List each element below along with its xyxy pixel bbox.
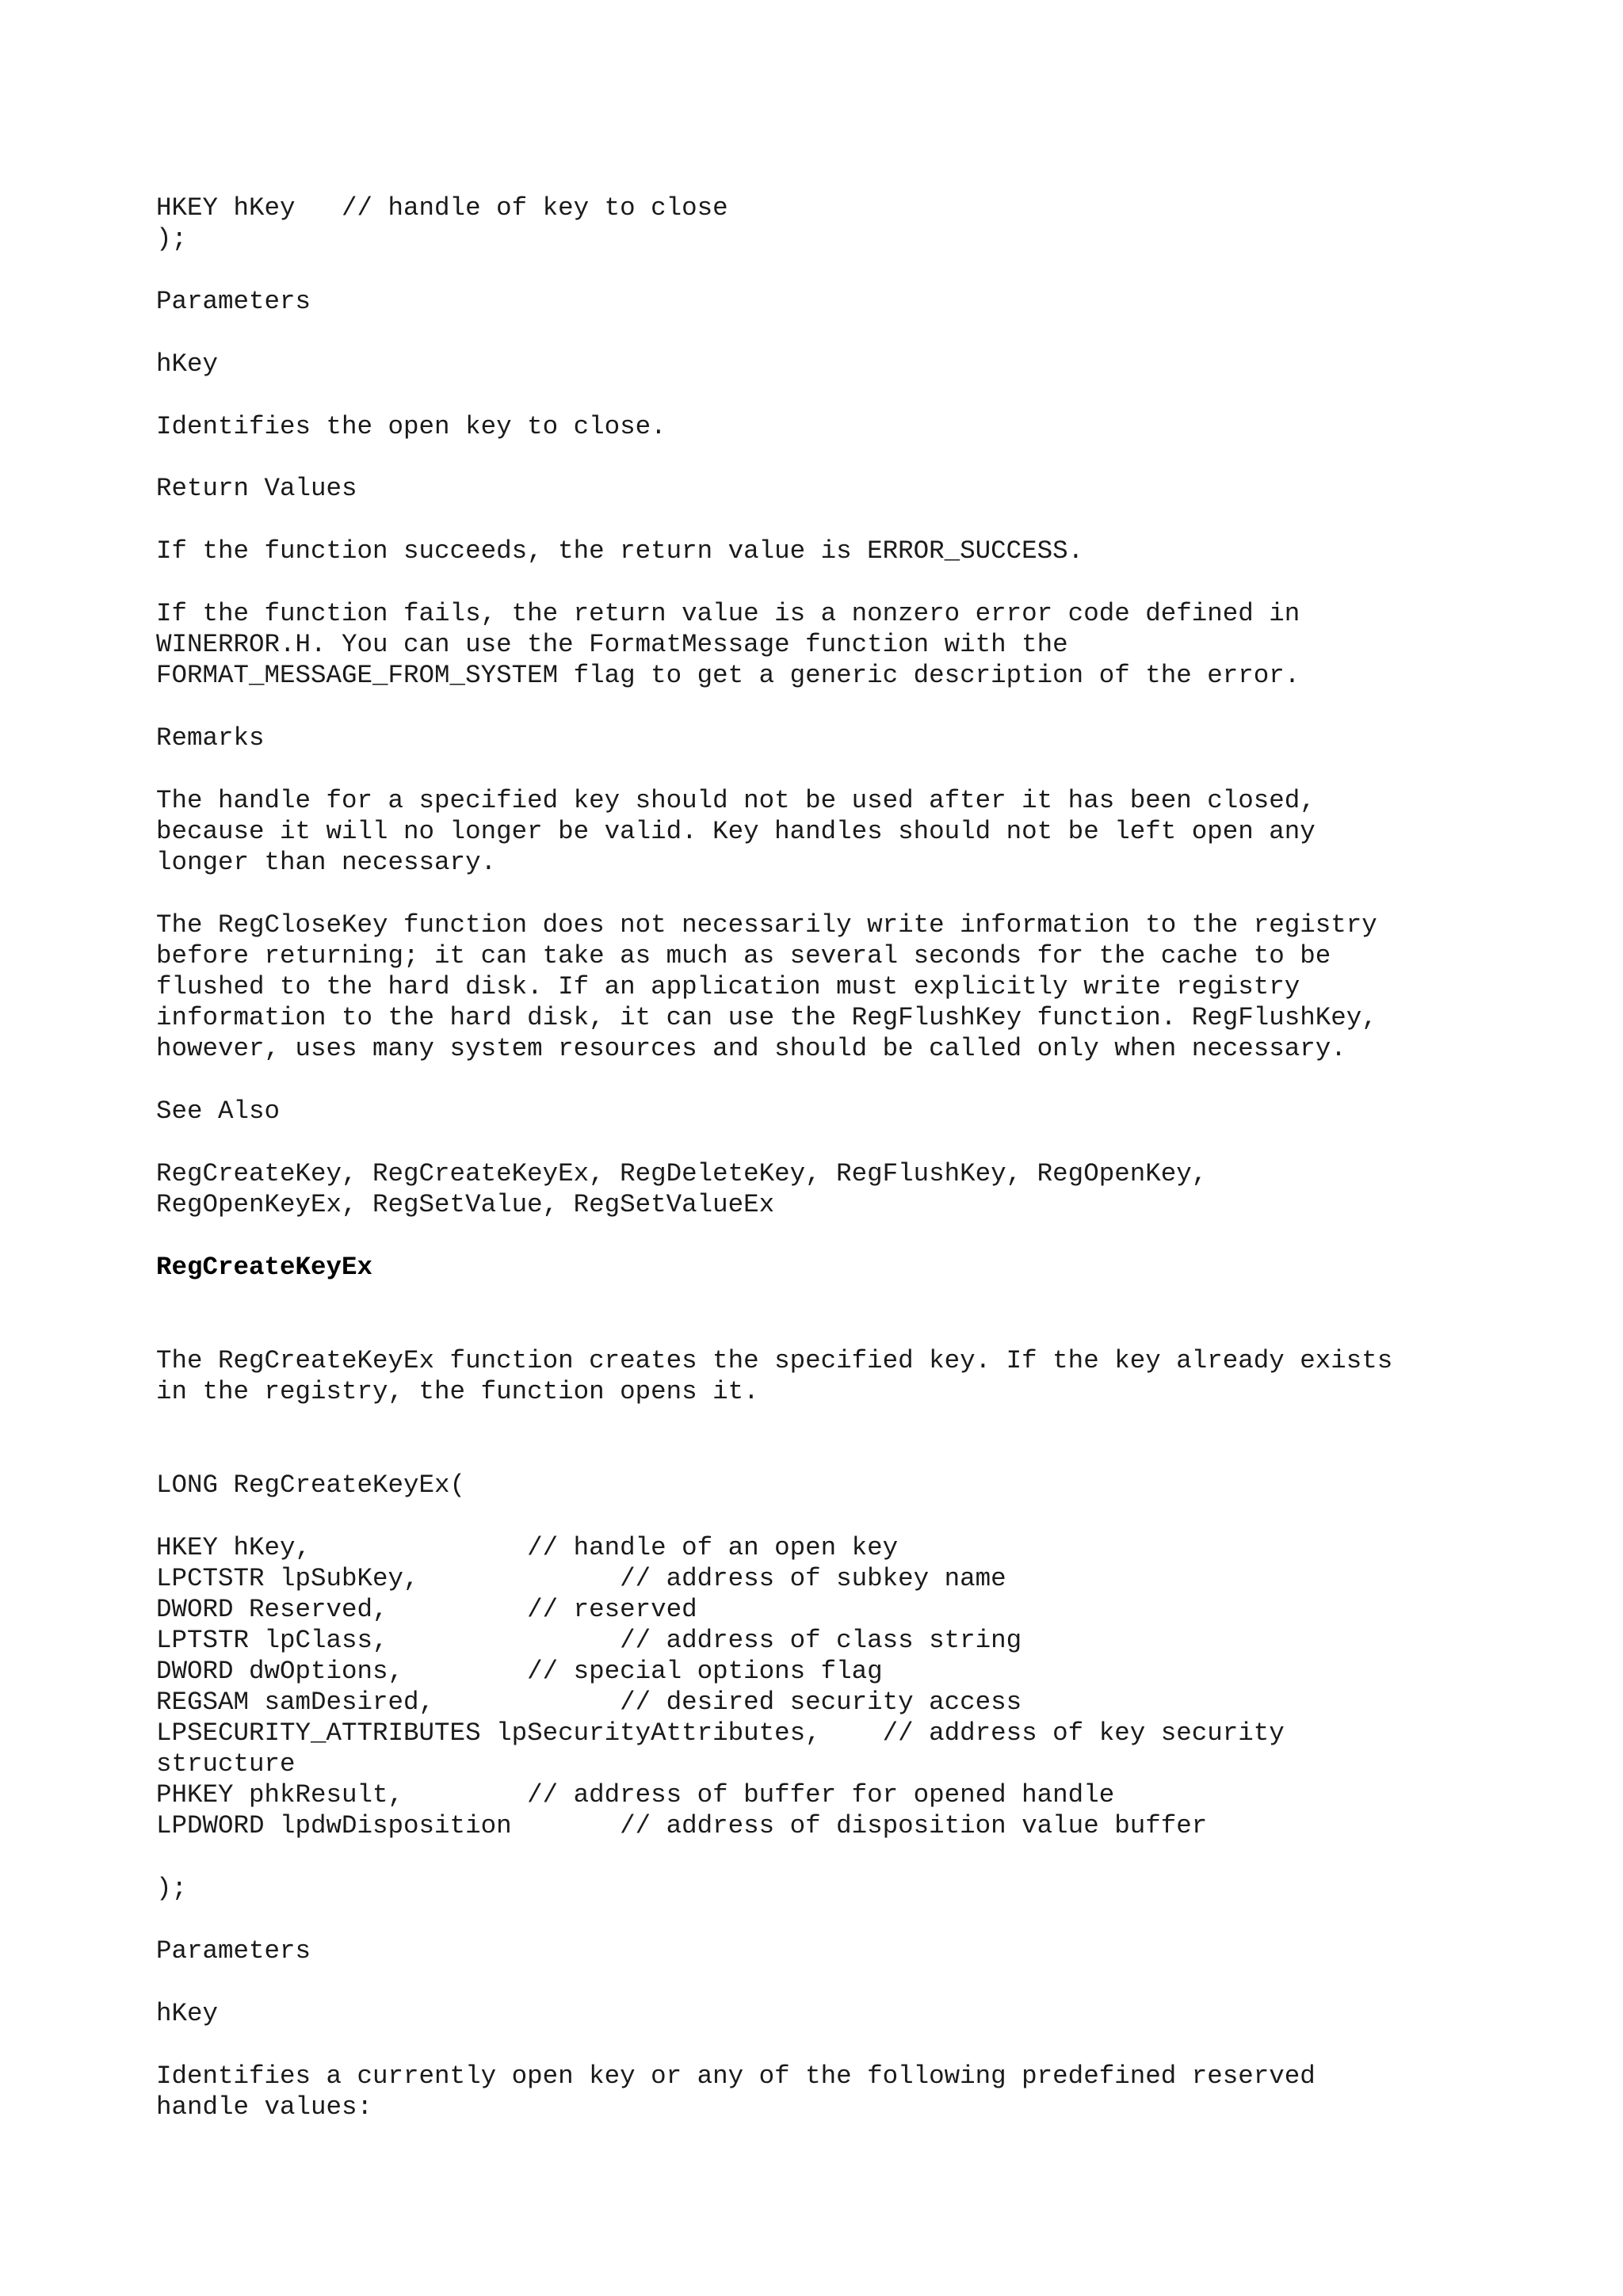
code-line: REGSAM samDesired, // desired security access — [156, 1688, 1022, 1717]
code-line: PHKEY phkResult, // address of buffer for opened handle — [156, 1780, 1115, 1810]
paragraph-line: in the registry, the function opens it. — [156, 1377, 759, 1406]
code-line: LPTSTR lpClass, // address of class string — [156, 1626, 1022, 1655]
paragraph-line: If the function fails, the return value is a nonzero error code defined in — [156, 599, 1300, 628]
code-line: LPSECURITY_ATTRIBUTES lpSecurityAttributes, // address of key security — [156, 1718, 1285, 1748]
parameter-name: hKey — [156, 1999, 219, 2028]
code-line: LPDWORD lpdwDisposition // address of disposition value buffer — [156, 1811, 1208, 1840]
code-line: DWORD Reserved, // reserved — [156, 1595, 697, 1624]
paragraph-line: before returning; it can take as much as several seconds for the cache to be — [156, 941, 1331, 971]
code-line: ); — [156, 224, 188, 254]
paragraph-line: The RegCloseKey function does not necessarily write information to the registry — [156, 910, 1377, 940]
parameter-name: hKey — [156, 349, 219, 379]
section-heading: Parameters — [156, 1936, 311, 1966]
paragraph-line: flushed to the hard disk. If an application must explicitly write registry — [156, 972, 1300, 1001]
paragraph-line: The handle for a specified key should not be used after it has been closed, — [156, 786, 1316, 815]
section-heading: Remarks — [156, 723, 265, 753]
paragraph-line: The RegCreateKeyEx function creates the specified key. If the key already exists — [156, 1346, 1393, 1375]
code-line: structure — [156, 1749, 296, 1779]
paragraph-line: Identifies the open key to close. — [156, 412, 666, 441]
paragraph-line: RegCreateKey, RegCreateKeyEx, RegDeleteKey, RegFlushKey, RegOpenKey, — [156, 1159, 1208, 1188]
paragraph-line: RegOpenKeyEx, RegSetValue, RegSetValueEx — [156, 1190, 775, 1219]
section-heading: Parameters — [156, 287, 311, 316]
paragraph-line: FORMAT_MESSAGE_FROM_SYSTEM flag to get a generic description of the error. — [156, 661, 1300, 690]
code-line: LONG RegCreateKeyEx( — [156, 1470, 466, 1500]
paragraph-line: however, uses many system resources and should be called only when necessary. — [156, 1034, 1346, 1063]
section-heading: Return Values — [156, 474, 357, 503]
paragraph-line: Identifies a currently open key or any of the following predefined reserved — [156, 2061, 1316, 2091]
paragraph-line: because it will no longer be valid. Key handles should not be left open any — [156, 817, 1316, 846]
section-heading: See Also — [156, 1097, 281, 1126]
code-line: ); — [156, 1874, 188, 1903]
paragraph-line: information to the hard disk, it can use the RegFlushKey function. RegFlushKey, — [156, 1003, 1377, 1032]
paragraph-line: handle values: — [156, 2092, 373, 2122]
function-title: RegCreateKeyEx — [156, 1253, 373, 1282]
code-line: HKEY hKey, // handle of an open key — [156, 1533, 899, 1562]
code-line: DWORD dwOptions, // special options flag — [156, 1657, 883, 1686]
paragraph-line: longer than necessary. — [156, 848, 497, 877]
paragraph-line: If the function succeeds, the return value is ERROR_SUCCESS. — [156, 536, 1084, 566]
paragraph-line: WINERROR.H. You can use the FormatMessage function with the — [156, 630, 1068, 659]
code-line: LPCTSTR lpSubKey, // address of subkey name — [156, 1564, 1006, 1593]
code-line: HKEY hKey // handle of key to close — [156, 193, 728, 223]
